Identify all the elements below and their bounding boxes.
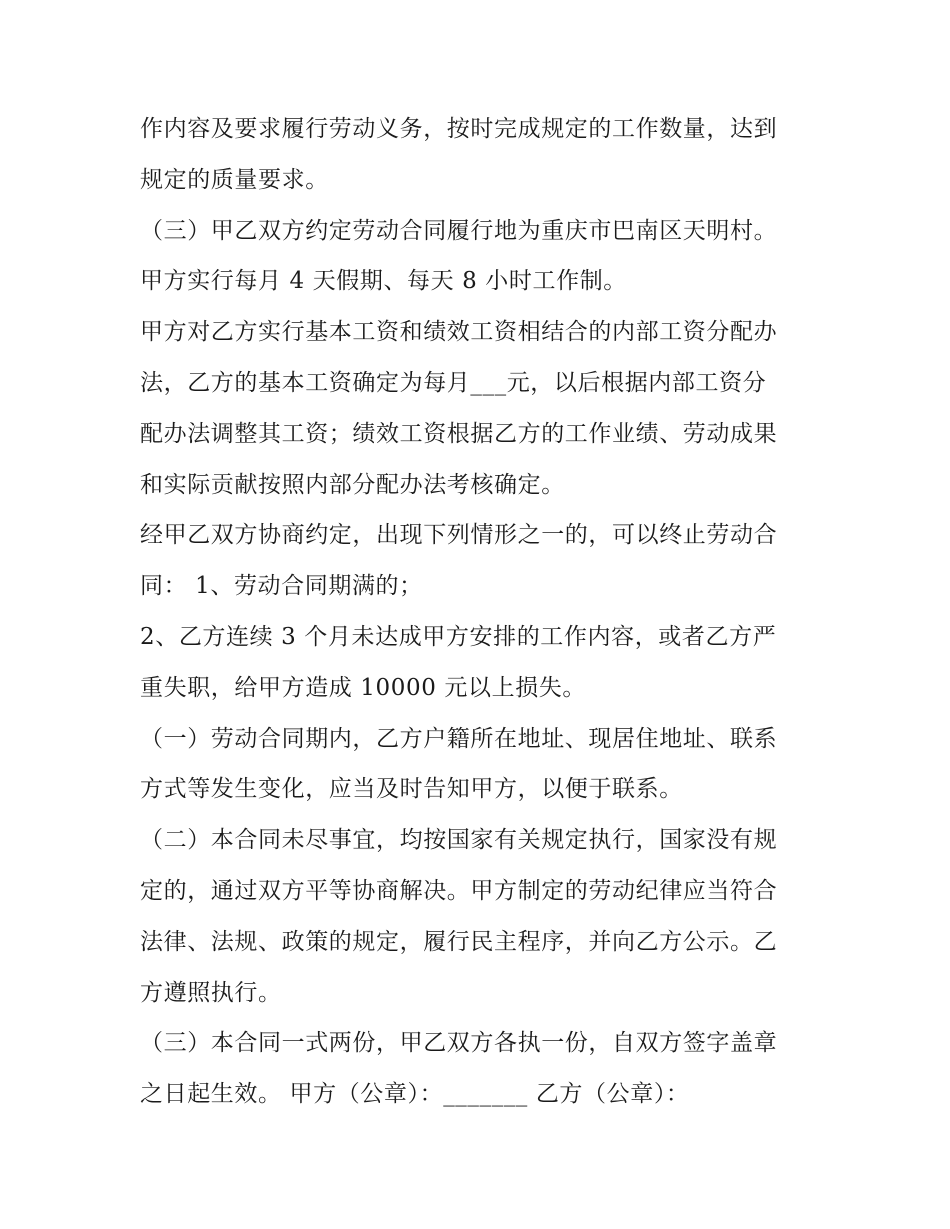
text-line: 法，乙方的基本工资确定为每月___元，以后根据内部工资分 xyxy=(140,369,767,396)
text-line: 规定的质量要求。 xyxy=(140,166,329,193)
text-line: 经甲乙双方协商约定，出现下列情形之一的，可以终止劳动合 xyxy=(140,522,778,549)
text-line: 作内容及要求履行劳动义务，按时完成规定的工作数量，达到 xyxy=(140,116,778,142)
text-line: 甲方对乙方实行基本工资和绩效工资相结合的内部工资分配办 xyxy=(140,319,778,346)
text-line: 甲方实行每月 4 天假期、每天 8 小时工作制。 xyxy=(140,268,627,295)
text-line: 法律、法规、政策的规定，履行民主程序，并向乙方公示。乙 xyxy=(140,928,778,955)
text-line: 方遵照执行。 xyxy=(140,979,282,1006)
text-line: 方式等发生变化，应当及时告知甲方，以便于联系。 xyxy=(140,776,683,803)
text-line: 同： 1、劳动合同期满的； xyxy=(140,573,423,600)
text-line: （一）劳动合同期内，乙方户籍所在地址、现居住地址、联系 xyxy=(140,725,778,752)
document-body xyxy=(140,104,820,1120)
text-line: 之日起生效。 甲方（公章）：_______ 乙方（公章）： xyxy=(140,1081,690,1108)
text-line: 定的，通过双方平等协商解决。甲方制定的劳动纪律应当符合 xyxy=(140,877,778,904)
text-line: 配办法调整其工资；绩效工资根据乙方的工作业绩、劳动成果 xyxy=(140,420,778,447)
text-line: 2、乙方连续 3 个月未达成甲方安排的工作内容，或者乙方严 xyxy=(140,623,777,650)
text-line: （二）本合同未尽事宜，均按国家有关规定执行，国家没有规 xyxy=(140,827,778,854)
text-line: （三）甲乙双方约定劳动合同履行地为重庆市巴南区天明村。 xyxy=(140,217,778,244)
text-line: 重失职，给甲方造成 10000 元以上损失。 xyxy=(140,674,586,701)
text-line: 和实际贡献按照内部分配办法考核确定。 xyxy=(140,471,565,498)
text-line: （三）本合同一式两份，甲乙双方各执一份，自双方签字盖章 xyxy=(140,1030,778,1057)
